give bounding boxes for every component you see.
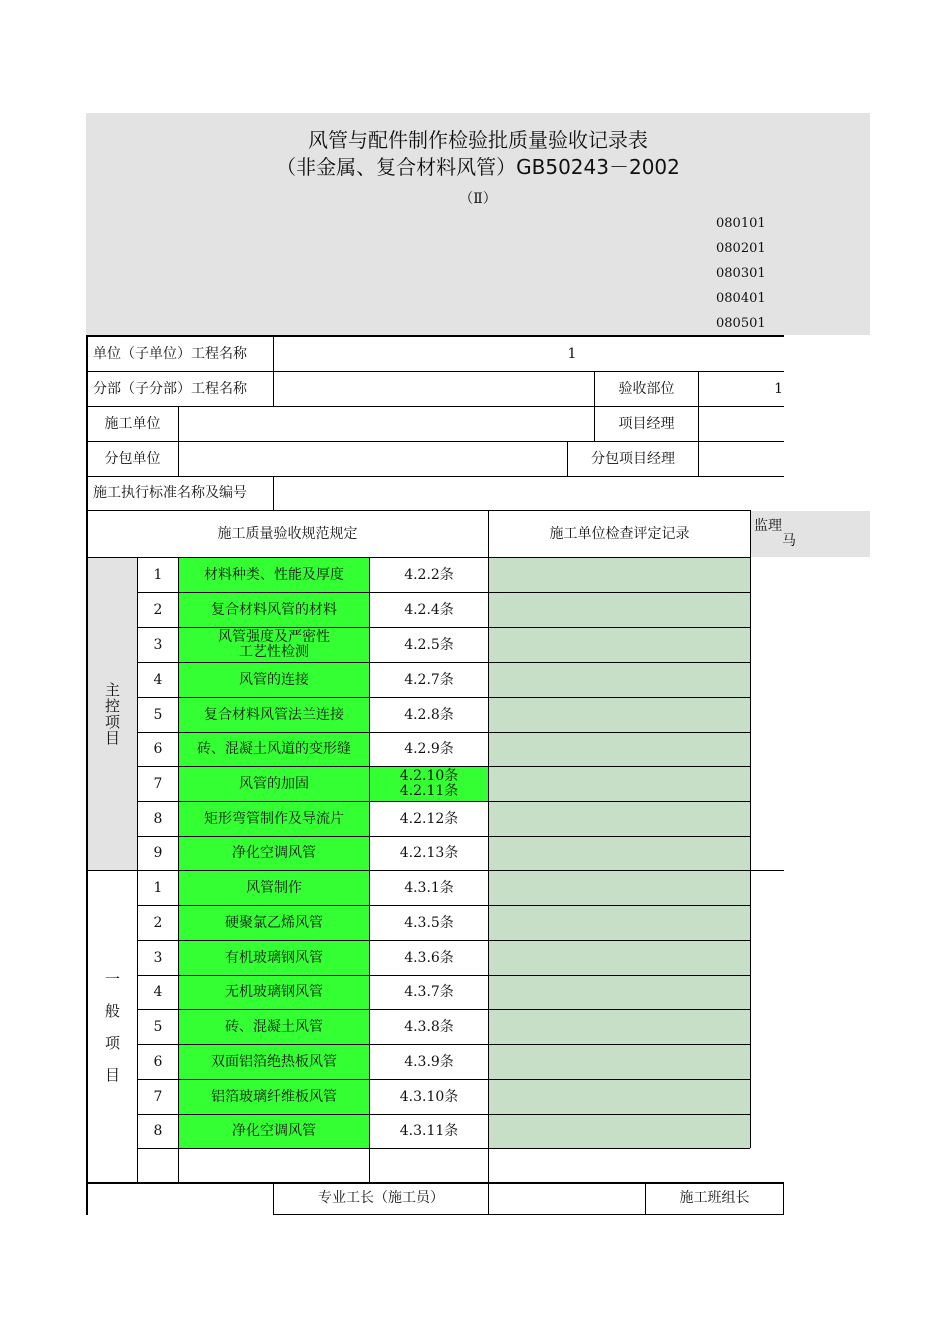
item-clause: 4.3.6条 (404, 949, 454, 966)
item-name: 材料种类、性能及厚度 (179, 558, 369, 592)
record-cell[interactable] (489, 663, 750, 697)
item-name: 风管强度及严密性 工艺性检测 (179, 628, 369, 662)
record-cell[interactable] (489, 906, 750, 940)
sub-project-value[interactable] (274, 372, 594, 406)
record-cell[interactable] (489, 593, 750, 627)
form-code: 080201 (716, 241, 766, 256)
record-cell[interactable] (489, 767, 750, 801)
item-name: 复合材料风管法兰连接 (179, 698, 369, 732)
row-number: 3 (153, 949, 163, 966)
item-name: 有机玻璃钢风管 (179, 941, 369, 975)
row-number: 4 (153, 671, 163, 688)
item-name: 铝箔玻璃纤维板风管 (179, 1080, 369, 1114)
record-cell[interactable] (489, 802, 750, 836)
supervision-header-text-2: 马 (782, 533, 796, 549)
item-name: 砖、混凝土风道的变形缝 (179, 733, 369, 766)
item-clause: 4.3.8条 (404, 1018, 454, 1035)
item-name: 风管的加固 (179, 767, 369, 801)
foreman-label: 专业工长（施工员） (318, 1190, 444, 1206)
record-cell[interactable] (489, 733, 750, 766)
record-cell[interactable] (489, 1010, 750, 1044)
item-name: 砖、混凝土风管 (179, 1010, 369, 1044)
item-name: 矩形弯管制作及导流片 (179, 802, 369, 836)
form-code: 080501 (716, 316, 766, 331)
form-code: 080401 (716, 291, 766, 306)
item-clause: 4.3.1条 (404, 879, 454, 896)
main-items-label: 主 控 项 目 (88, 558, 137, 870)
item-name: 双面铝箔绝热板风管 (179, 1045, 369, 1079)
item-clause: 4.3.11条 (399, 1123, 459, 1139)
row-number: 5 (153, 706, 163, 723)
supervision-header (751, 511, 870, 557)
record-cell[interactable] (489, 628, 750, 662)
row-number: 9 (153, 845, 163, 861)
item-name: 硬聚氯乙烯风管 (179, 906, 369, 940)
supervision-header-text: 监理 (754, 518, 782, 534)
project-manager-label: 项目经理 (618, 415, 675, 432)
row-number: 1 (153, 566, 163, 583)
form-code: 080301 (716, 266, 766, 281)
construction-unit-label: 施工单位 (104, 415, 161, 432)
item-name: 风管的连接 (179, 663, 369, 697)
row-number: 5 (153, 1018, 163, 1035)
item-clause: 4.2.7条 (404, 671, 454, 688)
item-clause: 4.3.9条 (404, 1053, 454, 1070)
form-subtitle: （Ⅱ） (459, 191, 497, 207)
sub-project-label: 分部（子分部）工程名称 (93, 380, 247, 397)
record-cell[interactable] (489, 837, 750, 870)
item-clause: 4.3.5条 (404, 914, 454, 931)
item-clause: 4.3.10条 (399, 1088, 459, 1105)
row-number: 2 (153, 914, 163, 931)
item-name: 复合材料风管的材料 (179, 593, 369, 627)
item-name: 净化空调风管 (179, 1115, 369, 1148)
row-number: 2 (153, 601, 163, 618)
record-cell[interactable] (489, 698, 750, 732)
row-number: 8 (153, 1123, 163, 1139)
item-clause: 4.2.4条 (404, 601, 454, 618)
subcontract-manager-label: 分包项目经理 (591, 450, 675, 467)
item-name: 风管制作 (179, 871, 369, 905)
item-clause: 4.2.8条 (404, 706, 454, 723)
standard-label: 施工执行标准名称及编号 (93, 485, 247, 501)
row-number: 4 (153, 984, 163, 1000)
item-clause: 4.2.10条 4.2.11条 (370, 767, 488, 801)
item-clause: 4.3.7条 (404, 984, 454, 1000)
row-number: 3 (153, 636, 163, 653)
form-code: 080101 (716, 216, 766, 231)
row-number: 6 (153, 1053, 163, 1070)
form-title-standard: （非金属、复合材料风管）GB50243－2002 (276, 155, 680, 179)
row-number: 7 (153, 1088, 163, 1105)
team-leader-label: 施工班组长 (679, 1190, 750, 1206)
row-number: 1 (153, 879, 163, 896)
record-cell[interactable] (489, 1115, 750, 1148)
record-cell[interactable] (489, 941, 750, 975)
subcontract-manager-value[interactable] (699, 442, 783, 476)
subcontract-unit-value[interactable] (179, 442, 567, 476)
record-cell[interactable] (489, 1080, 750, 1114)
unit-project-label: 单位（子单位）工程名称 (93, 345, 247, 362)
record-cell[interactable] (489, 1045, 750, 1079)
item-clause: 4.2.9条 (404, 741, 454, 757)
item-clause: 4.2.2条 (404, 566, 454, 583)
item-name: 净化空调风管 (179, 837, 369, 870)
foreman-value[interactable] (489, 1183, 645, 1214)
form-title: 风管与配件制作检验批质量验收记录表 (308, 128, 648, 152)
item-clause: 4.2.13条 (399, 845, 459, 861)
record-cell[interactable] (489, 558, 750, 592)
record-header: 施工单位检查评定记录 (549, 525, 690, 542)
row-number: 7 (153, 775, 163, 792)
general-items-label: 一 般 项 目 (104, 969, 120, 1084)
construction-unit-value[interactable] (179, 407, 594, 441)
record-cell[interactable] (489, 871, 750, 905)
unit-project-value[interactable]: 1 (567, 345, 577, 362)
row-number: 8 (153, 810, 163, 827)
acceptance-part-label: 验收部位 (618, 380, 675, 397)
row-number: 6 (153, 741, 163, 757)
standard-value[interactable] (274, 477, 783, 510)
subcontract-unit-label: 分包单位 (104, 450, 161, 467)
project-manager-value[interactable] (699, 407, 783, 441)
acceptance-part-value[interactable]: 1 (774, 380, 783, 397)
item-clause: 4.2.12条 (399, 810, 459, 827)
record-cell[interactable] (489, 976, 750, 1009)
spec-header: 施工质量验收规范规定 (217, 525, 358, 542)
empty-item-cell[interactable] (179, 1149, 369, 1182)
item-name: 无机玻璃钢风管 (179, 976, 369, 1009)
item-clause: 4.2.5条 (404, 636, 454, 653)
